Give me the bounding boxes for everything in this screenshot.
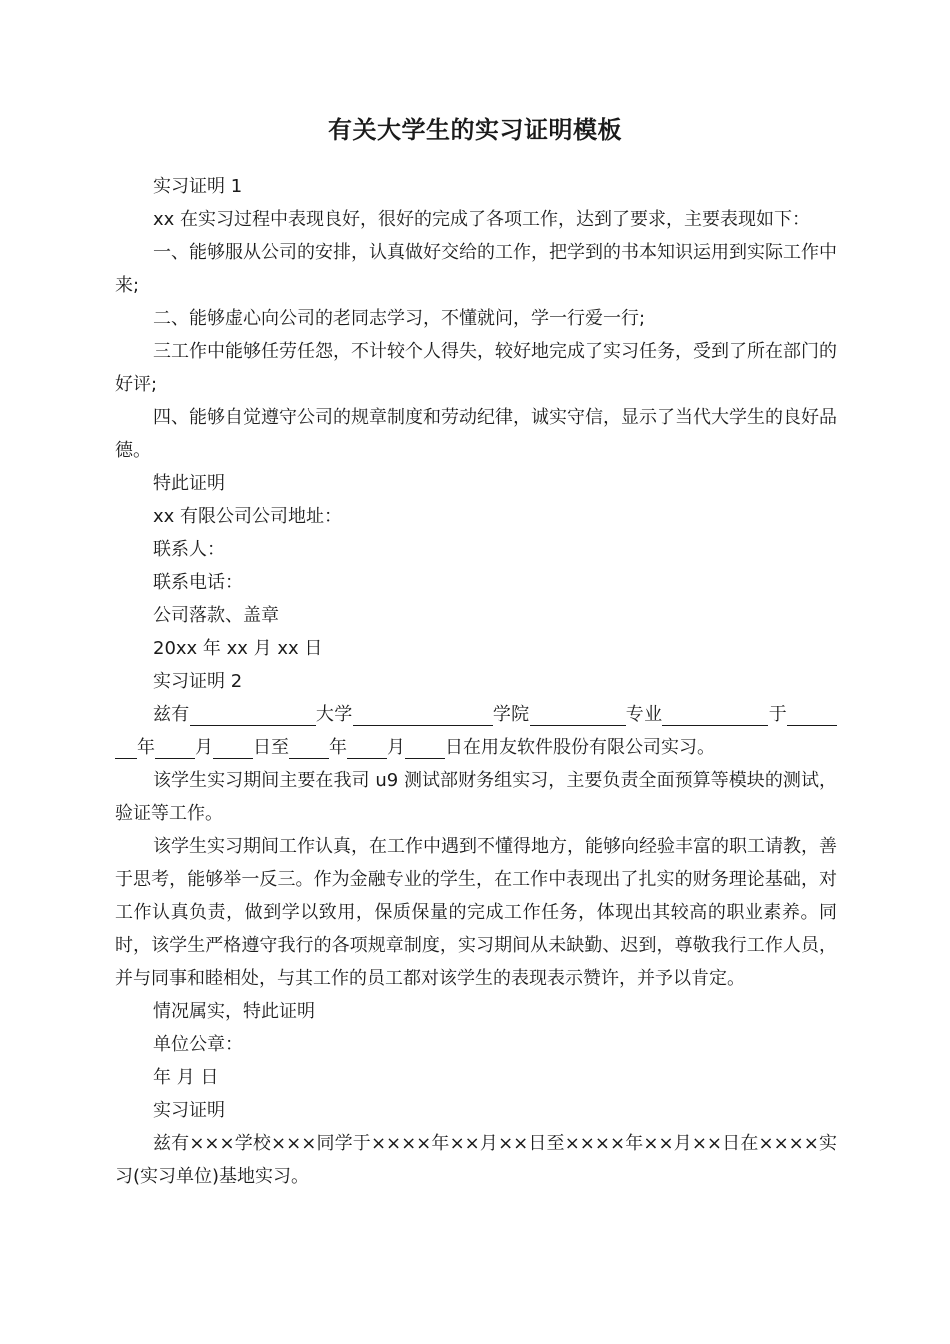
form-year2: 年 [329,737,347,758]
section2-date: 年 月 日 [153,1067,219,1088]
blank-student-name [190,701,316,726]
section1-phone: 联系电话： [153,572,243,593]
section2-para1: 该学生实习期间主要在我司 u9 测试部财务组实习，主要负责全面预算等模块的测试，验证等工作。 [115,770,837,824]
blank-major [662,701,768,726]
section1-certify: 特此证明 [153,473,225,494]
form-from: 于 [768,704,788,725]
blank-month1 [155,734,195,759]
form-year1: 年 [137,737,155,758]
section1-item3: 三工作中能够任劳任怨，不计较个人得失，较好地完成了实习任务，受到了所在部门的好评; [115,341,837,395]
blank-year1-a [787,701,837,726]
section2-form-line [115,698,837,764]
section2-para2: 该学生实习期间工作认真，在工作中遇到不懂得地方，能够向经验丰富的职工请教，善于思考，能够举一反三。作为金融专业的学生，在工作中表现出了扎实的财务理论基础，对工作认真负责，做到学以致用，保质保量的完成工作任务，体现出其较高的职业素养。同时，该学生严格遵守我行的各项规章制度，实习期间从未缺勤、迟到，尊敬我行工作人员，并与同事和睦相处，与其工作的员工都对该学生的表现表示赞许，并予以肯定。 [115,836,837,989]
section3-heading: 实习证明 [153,1100,225,1121]
section3-para1: 兹有×××学校×××同学于××××年××月××日至××××年××月××日在××××实习(实习单位)基地实习。 [115,1133,837,1187]
document-title: 有关大学生的实习证明模板 [328,116,622,144]
form-major: 专业 [625,704,663,725]
form-university: 大学 [315,704,353,725]
section1-item2: 二、能够虚心向公司的老同志学习，不懂就问，学一行爱一行; [153,308,646,329]
form-day1: 日至 [253,737,289,758]
form-month2: 月 [387,737,405,758]
blank-year1-b [115,734,137,759]
blank-year2 [289,734,329,759]
section1-item4: 四、能够自觉遵守公司的规章制度和劳动纪律，诚实守信，显示了当代大学生的良好品德。 [115,407,837,461]
blank-college [530,701,626,726]
blank-day2 [405,734,445,759]
form-month1: 月 [195,737,213,758]
form-prefix: 兹有 [153,704,190,725]
section1-contact: 联系人： [153,539,225,560]
form-college: 学院 [492,704,530,725]
section2-certify: 情况属实，特此证明 [153,1001,315,1022]
blank-day1 [213,734,253,759]
blank-month2 [347,734,387,759]
section1-intro: xx 在实习过程中表现良好，很好的完成了各项工作，达到了要求，主要表现如下： [153,209,811,230]
section1-seal: 公司落款、盖章 [153,605,279,626]
document-body [115,170,837,1193]
blank-university [353,701,493,726]
section2-seal: 单位公章： [153,1034,243,1055]
section1-date: 20xx 年 xx 月 xx 日 [153,638,323,659]
form-suffix: 日在用友软件股份有限公司实习。 [445,737,715,758]
section1-item1: 一、能够服从公司的安排，认真做好交给的工作，把学到的书本知识运用到实际工作中来; [115,242,837,296]
section1-heading: 实习证明 1 [153,176,243,197]
section1-company-address: xx 有限公司公司地址： [153,506,343,527]
section2-heading: 实习证明 2 [153,671,243,692]
